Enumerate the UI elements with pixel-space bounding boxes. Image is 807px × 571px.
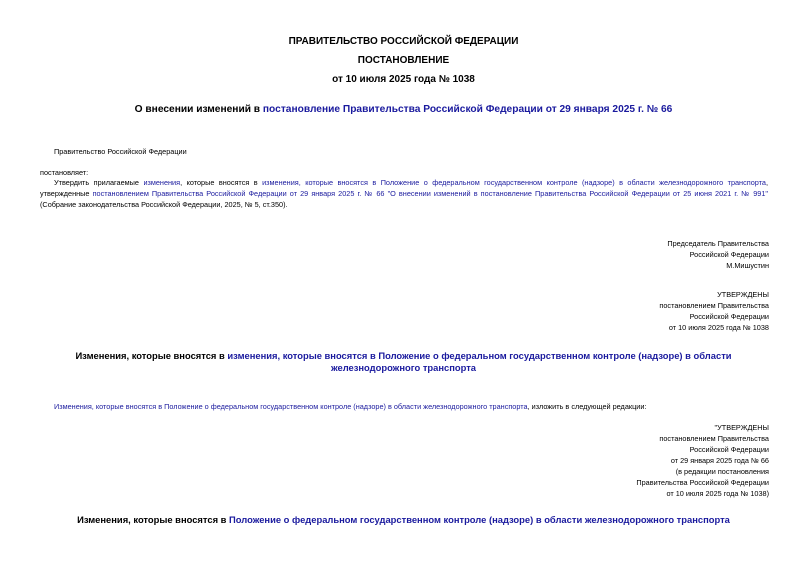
main-para-link-changes[interactable]: изменения — [143, 178, 181, 187]
header-government: ПРАВИТЕЛЬСТВО РОССИЙСКОЙ ФЕДЕРАЦИИ — [288, 36, 519, 47]
final-title-prefix: Изменения, которые вносятся в — [77, 514, 230, 525]
signature-line-3: М.Мишустин — [726, 261, 769, 270]
approved2-line-2: постановлением Правительства — [659, 434, 769, 443]
header-doc-type: ПОСТАНОВЛЕНИЕ — [357, 55, 450, 66]
approved2-line-1: "УТВЕРЖДЕНЫ — [714, 423, 769, 432]
government-line: Правительство Российской Федерации — [54, 147, 187, 156]
main-para-link-resolution[interactable]: постановлением Правительства Российской Федерации от 29 января 2025 г. № 66 "О внесении изменений в постановление Правительства Российской Федерации от 25 июня 2021 г. № 991" — [92, 189, 768, 198]
document-title — [0, 104, 807, 115]
approved2-line-4: от 29 января 2025 года № 66 — [670, 456, 769, 465]
approved1-line-4: от 10 июля 2025 года № 1038 — [668, 323, 769, 332]
main-para-text-2: , которые вносятся в — [180, 178, 263, 187]
approved1-line-3: Российской Федерации — [689, 312, 769, 321]
approved2-line-7: от 10 июля 2025 года № 1038) — [666, 489, 769, 498]
changes-title-link[interactable]: изменения, которые вносятся в Положение о федеральном государственном контроле (надзоре) в области железнодорожного транспорта — [227, 350, 732, 373]
document-title-prefix: О внесении изменений в — [134, 104, 263, 115]
approved2-line-5: (в редакции постановления — [675, 467, 769, 476]
signature-block — [667, 238, 769, 271]
header-date-number: от 10 июля 2025 года № 1038 — [332, 74, 475, 85]
decrees-line: постановляет: — [40, 168, 89, 177]
changes-para-text: , изложить в следующей редакции: — [527, 402, 647, 411]
changes-para-link[interactable]: Изменения, которые вносятся в Положение о федеральном государственном контроле (надзоре) в области железнодорожного транспорта — [54, 402, 528, 411]
changes-paragraph — [54, 401, 646, 412]
approved-block-2 — [636, 422, 769, 499]
main-para-link-regulation[interactable]: изменения, которые вносятся в Положение о федеральном государственном контроле (надзоре) в области железнодорожного транспорта — [262, 178, 766, 187]
signature-line-2: Российской Федерации — [689, 250, 769, 259]
changes-title-prefix: Изменения, которые вносятся в — [75, 350, 228, 361]
approved2-line-3: Российской Федерации — [689, 445, 769, 454]
approved-block-1 — [659, 289, 769, 333]
approved1-line-1: УТВЕРЖДЕНЫ — [717, 290, 769, 299]
signature-line-1: Председатель Правительства — [667, 239, 769, 248]
approved1-line-2: постановлением Правительства — [659, 301, 769, 310]
main-paragraph — [40, 177, 768, 210]
final-title — [0, 514, 807, 525]
final-title-link[interactable]: Положение о федеральном государственном контроле (надзоре) в области железнодорожного транспорта — [229, 514, 730, 525]
main-para-text-4: (Собрание законодательства Российской Федерации, 2025, № 5, ст.350). — [40, 200, 288, 209]
changes-title — [40, 350, 767, 374]
document-title-link[interactable]: постановление Правительства Российской Федерации от 29 января 2025 г. № 66 — [262, 104, 673, 115]
main-para-text-3: , утвержденные — [40, 178, 768, 198]
approved2-line-6: Правительства Российской Федерации — [636, 478, 769, 487]
main-para-text-1: Утвердить прилагаемые — [54, 178, 144, 187]
